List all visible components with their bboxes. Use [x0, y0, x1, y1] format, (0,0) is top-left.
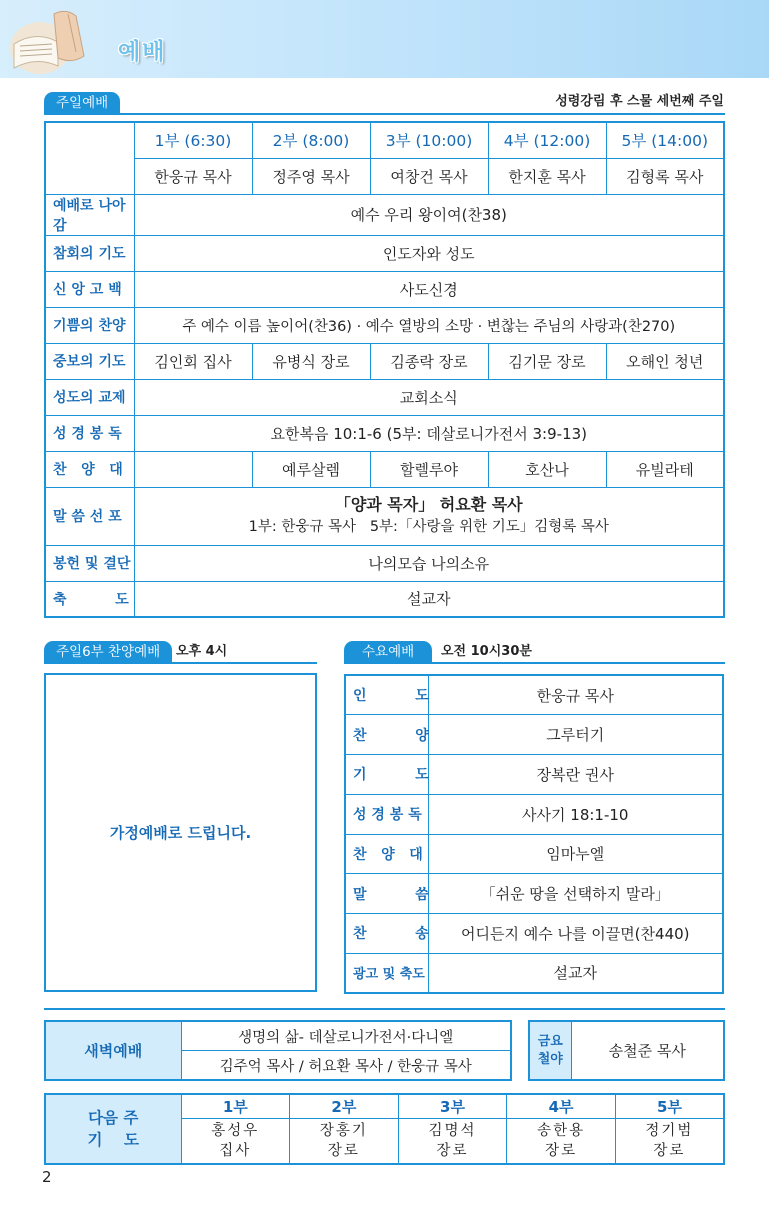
row-label: 중보의 기도 [45, 343, 134, 379]
row-value: 사사기 18:1-10 [428, 794, 723, 834]
row-label: 찬 양 대 [345, 834, 428, 874]
row-value: 장복란 권사 [428, 755, 723, 795]
row-label: 축 도 [45, 581, 134, 617]
row-label: 인 도 [345, 675, 428, 715]
dawn-label: 새벽예배 [45, 1021, 181, 1080]
friday-label-top: 금요 [537, 1033, 563, 1049]
row-label: 광고 및 축도 [345, 953, 428, 993]
part-header: 2부 [290, 1094, 399, 1118]
row-value: 임마누엘 [428, 834, 723, 874]
tab-evening-worship: 주일6부 찬양예배 [44, 641, 172, 663]
dawn-worship-table [44, 1020, 512, 1081]
next-week-prayer-table [44, 1093, 725, 1165]
row-label: 봉헌 및 결단 [45, 545, 134, 581]
leader-role: 장로 [436, 1142, 469, 1159]
part-header: 4부 [507, 1094, 616, 1118]
sunday-worship-table [44, 121, 725, 618]
part-header: 3부 [398, 1094, 507, 1118]
friday-label [529, 1021, 571, 1080]
intercession-name: 오해인 청년 [606, 343, 724, 379]
leader-name: 김명석 [428, 1122, 477, 1139]
row-value: 예수 우리 왕이여(찬38) [134, 194, 724, 235]
service-pastor: 한지훈 목사 [488, 158, 606, 194]
praying-hands-bible-icon [6, 4, 98, 74]
sunday-tab-underline [44, 113, 725, 115]
next-prayer-label-top: 다음 주 [88, 1109, 139, 1127]
leader-role: 장로 [545, 1142, 578, 1159]
row-value: 한웅규 목사 [428, 675, 723, 715]
row-label: 성 경 봉 독 [345, 794, 428, 834]
leader-name: 송한용 [537, 1122, 586, 1139]
dawn-pastors: 김주억 목사 / 허요환 목사 / 한웅규 목사 [181, 1051, 511, 1081]
leader-role: 장로 [327, 1142, 360, 1159]
choir-name: 예루살렘 [252, 451, 370, 487]
leader-role: 장로 [653, 1142, 686, 1159]
row-label: 참회의 기도 [45, 235, 134, 271]
prayer-leader [507, 1118, 616, 1164]
service-pastor: 정주영 목사 [252, 158, 370, 194]
page-title: 예배 [118, 39, 167, 65]
friday-vigil-table [528, 1020, 725, 1081]
intercession-name: 김인회 집사 [134, 343, 252, 379]
row-label: 예배로 나아감 [45, 194, 134, 235]
service-pastor: 여창건 목사 [370, 158, 488, 194]
row-label: 기쁨의 찬양 [45, 307, 134, 343]
row-value: 나의모습 나의소유 [134, 545, 724, 581]
leader-name: 장홍기 [319, 1122, 368, 1139]
part-header: 1부 [181, 1094, 290, 1118]
row-label: 말 씀 [345, 874, 428, 914]
tab-wednesday-worship: 수요예배 [344, 641, 432, 663]
choir-name: 할렐루야 [370, 451, 488, 487]
row-label: 성 경 봉 독 [45, 415, 134, 451]
dawn-topic: 생명의 삶- 데살로니가전서·다니엘 [181, 1021, 511, 1051]
section-divider [44, 1008, 725, 1010]
service-pastor: 김형록 목사 [606, 158, 724, 194]
next-prayer-label [45, 1094, 181, 1164]
leader-name: 홍성우 [211, 1122, 260, 1139]
friday-label-bottom: 철야 [537, 1051, 563, 1067]
row-label: 찬 양 대 [45, 451, 134, 487]
row-value: 「쉬운 땅을 선택하지 말라」 [428, 874, 723, 914]
wednesday-tab-underline [344, 662, 725, 664]
intercession-name: 김기문 장로 [488, 343, 606, 379]
table-corner [45, 122, 134, 194]
prayer-leader [615, 1118, 724, 1164]
service-time: 2부 (8:00) [252, 122, 370, 158]
row-value: 설교자 [134, 581, 724, 617]
evening-tab-underline [44, 662, 317, 664]
row-value: 그루터기 [428, 715, 723, 755]
header-banner [0, 0, 769, 78]
row-label: 신 앙 고 백 [45, 271, 134, 307]
part-header: 5부 [615, 1094, 724, 1118]
wednesday-time: 오전 10시30분 [441, 644, 532, 659]
service-time: 4부 (12:00) [488, 122, 606, 158]
sermon-title: 「양과 목자」 허요환 목사 [334, 495, 523, 514]
row-label: 찬 양 [345, 715, 428, 755]
friday-pastor: 송철준 목사 [571, 1021, 724, 1080]
leader-role: 집사 [219, 1142, 252, 1159]
row-value: 교회소식 [134, 379, 724, 415]
sermon-cell [134, 487, 724, 545]
sermon-subtitle: 1부: 한웅규 목사 5부:「사랑을 위한 기도」김형록 목사 [248, 519, 609, 535]
evening-message: 가정예배로 드립니다. [109, 824, 252, 842]
next-prayer-label-bottom: 기 도 [87, 1131, 140, 1149]
evening-time: 오후 4시 [176, 644, 228, 659]
row-label: 말 씀 선 포 [45, 487, 134, 545]
row-label: 기 도 [345, 755, 428, 795]
sunday-subtitle: 성령강림 후 스물 세번째 주일 [555, 94, 724, 109]
prayer-leader [398, 1118, 507, 1164]
intercession-name: 김종락 장로 [370, 343, 488, 379]
evening-worship-box [44, 673, 317, 992]
leader-name: 정기범 [645, 1122, 694, 1139]
choir-name: 호산나 [488, 451, 606, 487]
page-number: 2 [42, 1168, 52, 1186]
row-value: 어디든지 예수 나를 이끌면(찬440) [428, 914, 723, 954]
choir-name [134, 451, 252, 487]
service-time: 5부 (14:00) [606, 122, 724, 158]
row-value: 사도신경 [134, 271, 724, 307]
service-pastor: 한웅규 목사 [134, 158, 252, 194]
row-value: 설교자 [428, 953, 723, 993]
row-value: 인도자와 성도 [134, 235, 724, 271]
prayer-leader [181, 1118, 290, 1164]
intercession-name: 유병식 장로 [252, 343, 370, 379]
service-time: 3부 (10:00) [370, 122, 488, 158]
row-label: 찬 송 [345, 914, 428, 954]
service-time: 1부 (6:30) [134, 122, 252, 158]
row-value: 주 예수 이름 높이어(찬36) · 예수 열방의 소망 · 변찮는 주님의 사랑과(찬270) [134, 307, 724, 343]
row-value: 요한복음 10:1-6 (5부: 데살로니가전서 3:9-13) [134, 415, 724, 451]
row-label: 성도의 교제 [45, 379, 134, 415]
prayer-leader [290, 1118, 399, 1164]
wednesday-worship-table [344, 674, 724, 994]
tab-sunday-worship: 주일예배 [44, 92, 120, 114]
choir-name: 유빌라테 [606, 451, 724, 487]
